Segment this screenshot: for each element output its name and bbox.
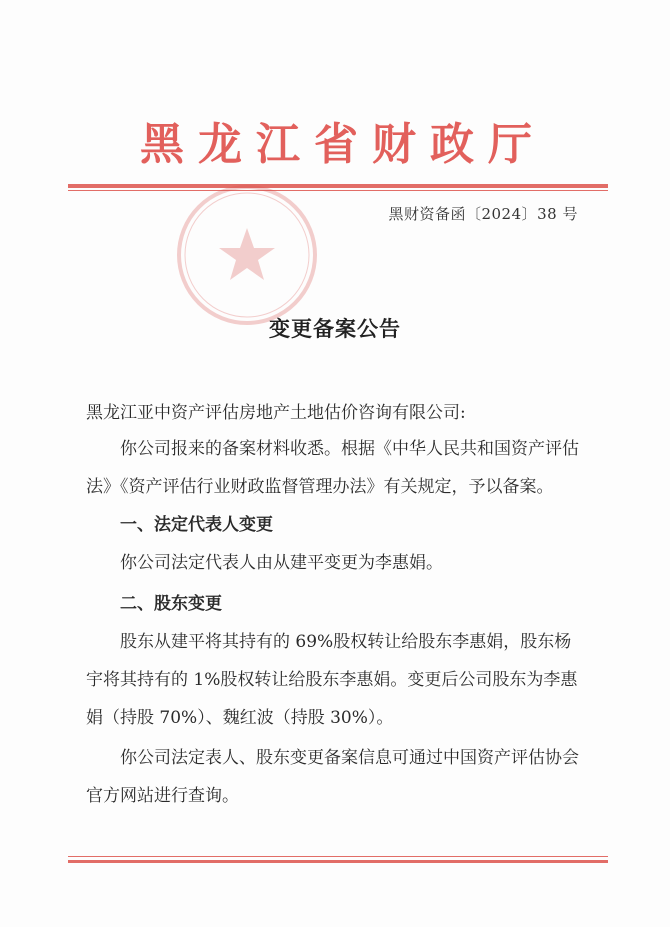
closing-paragraph: 你公司法定表人、股东变更备案信息可通过中国资产评估协会官方网站进行查询。 — [86, 748, 579, 806]
document-number: 黑财资备函〔2024〕38 号 — [388, 205, 578, 223]
letterhead-title: 黑龙江省财政厅 — [140, 119, 546, 170]
addressee: 黑龙江亚中资产评估房地产土地估价咨询有限公司: — [86, 403, 466, 423]
footer-rule-thick — [68, 860, 608, 863]
intro-paragraph: 你公司报来的备案材料收悉。根据《中华人民共和国资产评估法》《资产评估行业财政监督管理办法》有关规定，予以备案。 — [86, 439, 579, 497]
notice-title: 变更备案公告 — [269, 316, 401, 341]
section1-heading: 一、法定代表人变更 — [120, 515, 273, 535]
footer-rule-thin — [68, 856, 608, 857]
star-icon — [219, 228, 275, 280]
official-seal — [172, 180, 322, 330]
section2-heading: 二、股东变更 — [120, 594, 222, 614]
letterhead-rule-thin — [68, 190, 608, 191]
letterhead-rule-thick — [68, 184, 608, 188]
section1-body: 你公司法定代表人由从建平变更为李惠娟。 — [120, 553, 443, 573]
section2-body: 股东从建平将其持有的 69%股权转让给股东李惠娟，股东杨宇将其持有的 1%股权转让给股东李惠娟。变更后公司股东为李惠娟（持股 70%）、魏红波（持股 30%）。 — [86, 632, 578, 728]
